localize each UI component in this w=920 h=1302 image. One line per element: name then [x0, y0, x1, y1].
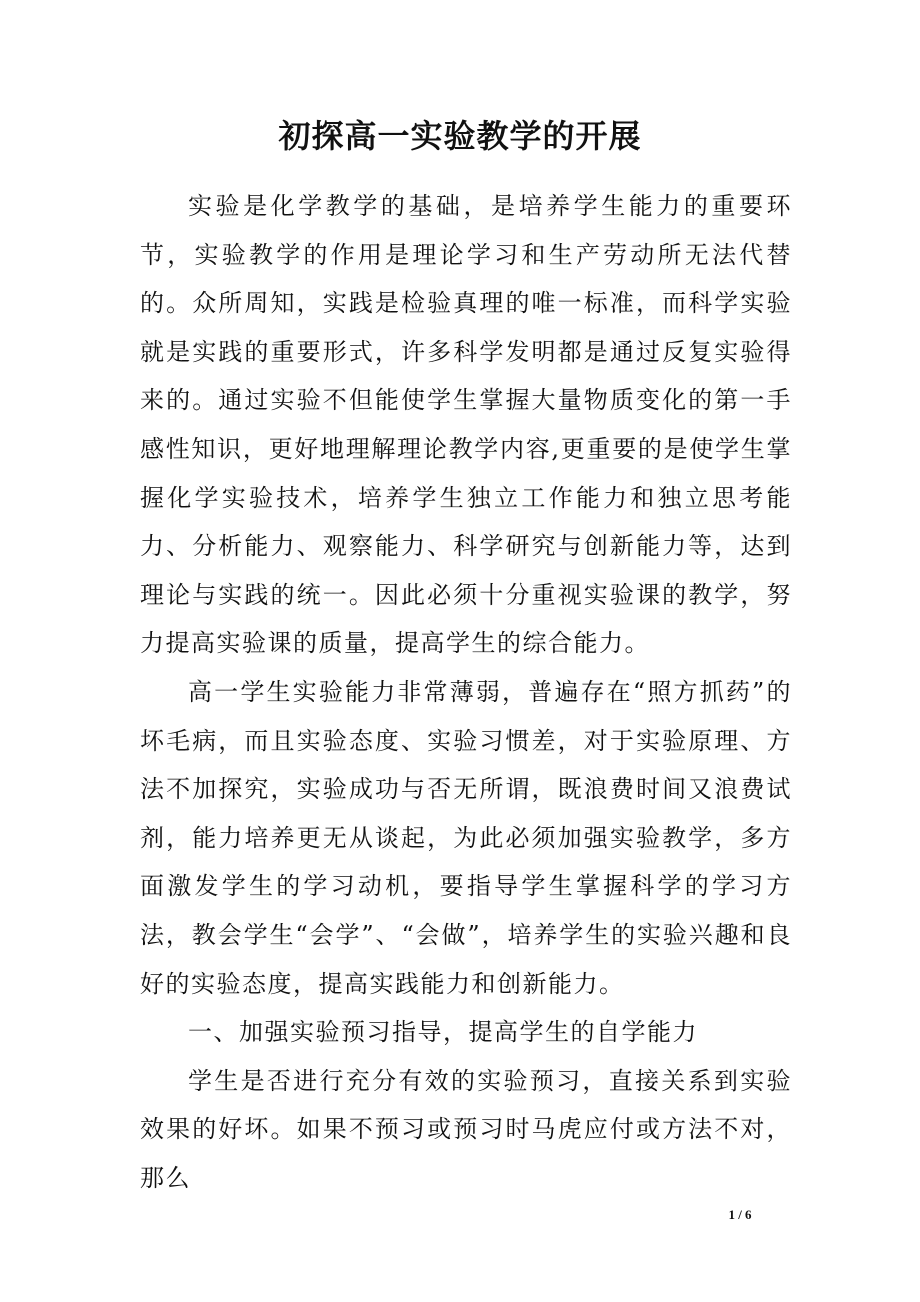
- paragraph-2: 高一学生实验能力非常薄弱，普遍存在“照方抓药”的坏毛病，而且实验态度、实验习惯差，对于实验原理、方法不加探究，实验成功与否无所谓，既浪费时间又浪费试剂，能力培养更无从谈起，为此必须加强实验教学，多方面激发学生的学习动机，要指导学生掌握科学的学习方法，教会学生“会学”、“会做”，培养学生的实验兴趣和良好的实验态度，提高实践能力和创新能力。: [140, 677, 792, 998]
- paragraph-1: 实验是化学教学的基础，是培养学生能力的重要环节，实验教学的作用是理论学习和生产劳动所无法代替的。众所周知，实践是检验真理的唯一标准，而科学实验就是实践的重要形式，许多科学发明都是通过反复实验得来的。通过实验不但能使学生掌握大量物质变化的第一手感性知识，更好地理解理论教学内容,更重要的是使学生掌握化学实验技术，培养学生独立工作能力和独立思考能力、分析能力、观察能力、科学研究与创新能力等，达到理论与实践的统一。因此必须十分重视实验课的教学，努力提高实验课的质量，提高学生的综合能力。: [140, 192, 792, 658]
- page-number: 1 / 6: [728, 1207, 752, 1222]
- paragraph-3: 学生是否进行充分有效的实验预习，直接关系到实验效果的好坏。如果不预习或预习时马虎应付或方法不对，那么: [140, 1066, 792, 1192]
- document-body: [140, 182, 792, 1202]
- section-heading-1: 一、加强实验预习指导，提高学生的自学能力: [188, 1018, 698, 1047]
- document-title: 初探高一实验教学的开展: [278, 117, 642, 155]
